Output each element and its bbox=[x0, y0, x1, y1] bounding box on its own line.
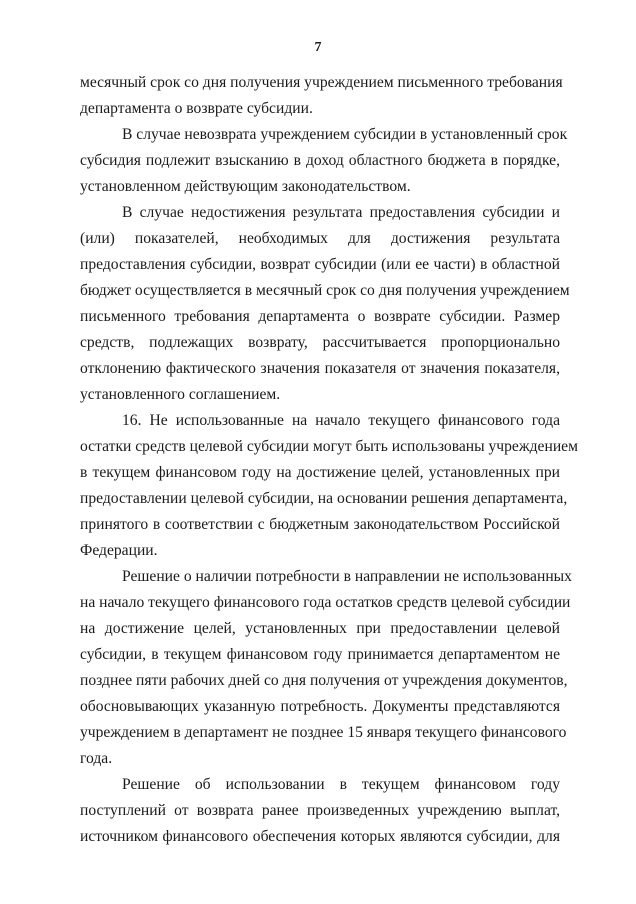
text-line: установленном действующим законодательством. bbox=[80, 178, 411, 195]
text-line: в текущем финансовом году на достижение целей, установленных при bbox=[80, 464, 560, 481]
text-line: источником финансового обеспечения которых являются субсидии, для bbox=[80, 828, 560, 845]
text-line: письменного требования департамента о возврате субсидии. Размер bbox=[80, 308, 560, 325]
text-line: месячный срок со дня получения учреждением письменного требования bbox=[80, 74, 563, 91]
text-line: субсидии, в текущем финансовом году принимается департаментом не bbox=[80, 646, 560, 663]
text-line: предоставления субсидии, возврат субсидии (или ее части) в областной bbox=[80, 256, 560, 273]
text-line: поступлений от возврата ранее произведенных учреждению выплат, bbox=[80, 802, 560, 819]
text-line: года. bbox=[80, 750, 113, 767]
page-number: 7 bbox=[314, 40, 322, 55]
text-line: учреждением в департамент не позднее 15 января текущего финансового bbox=[80, 724, 567, 741]
text-line: субсидия подлежит взысканию в доход областного бюджета в порядке, bbox=[80, 152, 560, 169]
text-line: бюджет осуществляется в месячный срок со дня получения учреждением bbox=[80, 282, 570, 299]
text-line: В случае недостижения результата предоставления субсидии и bbox=[122, 204, 560, 221]
text-line: на достижение целей, установленных при предоставлении целевой bbox=[80, 620, 560, 637]
document-body bbox=[80, 70, 578, 850]
text-line: Решение о наличии потребности в направлении не использованных bbox=[122, 568, 572, 585]
text-line: отклонению фактического значения показателя от значения показателя, bbox=[80, 360, 560, 377]
text-line: В случае невозврата учреждением субсидии в установленный срок bbox=[122, 126, 568, 143]
text-line: (или) показателей, необходимых для достижения результата bbox=[80, 230, 560, 247]
text-line: средств, подлежащих возврату, рассчитывается пропорционально bbox=[80, 334, 560, 351]
text-line: принятого в соответствии с бюджетным законодательством Российской bbox=[80, 516, 560, 533]
text-line: на начало текущего финансового года остатков средств целевой субсидии bbox=[80, 594, 571, 611]
text-line: позднее пяти рабочих дней со дня получения от учреждения документов, bbox=[80, 672, 568, 689]
text-line: остатки средств целевой субсидии могут быть использованы учреждением bbox=[80, 438, 578, 455]
text-line: 16. Не использованные на начало текущего финансового года bbox=[122, 412, 560, 429]
text-line: Решение об использовании в текущем финансовом году bbox=[122, 776, 560, 793]
text-line: департамента о возврате субсидии. bbox=[80, 100, 313, 117]
text-line: Федерации. bbox=[80, 542, 158, 559]
text-line: предоставлении целевой субсидии, на основании решения департамента, bbox=[80, 490, 568, 507]
text-line: обосновывающих указанную потребность. Документы представляются bbox=[80, 698, 560, 715]
text-line: установленного соглашением. bbox=[80, 386, 281, 403]
